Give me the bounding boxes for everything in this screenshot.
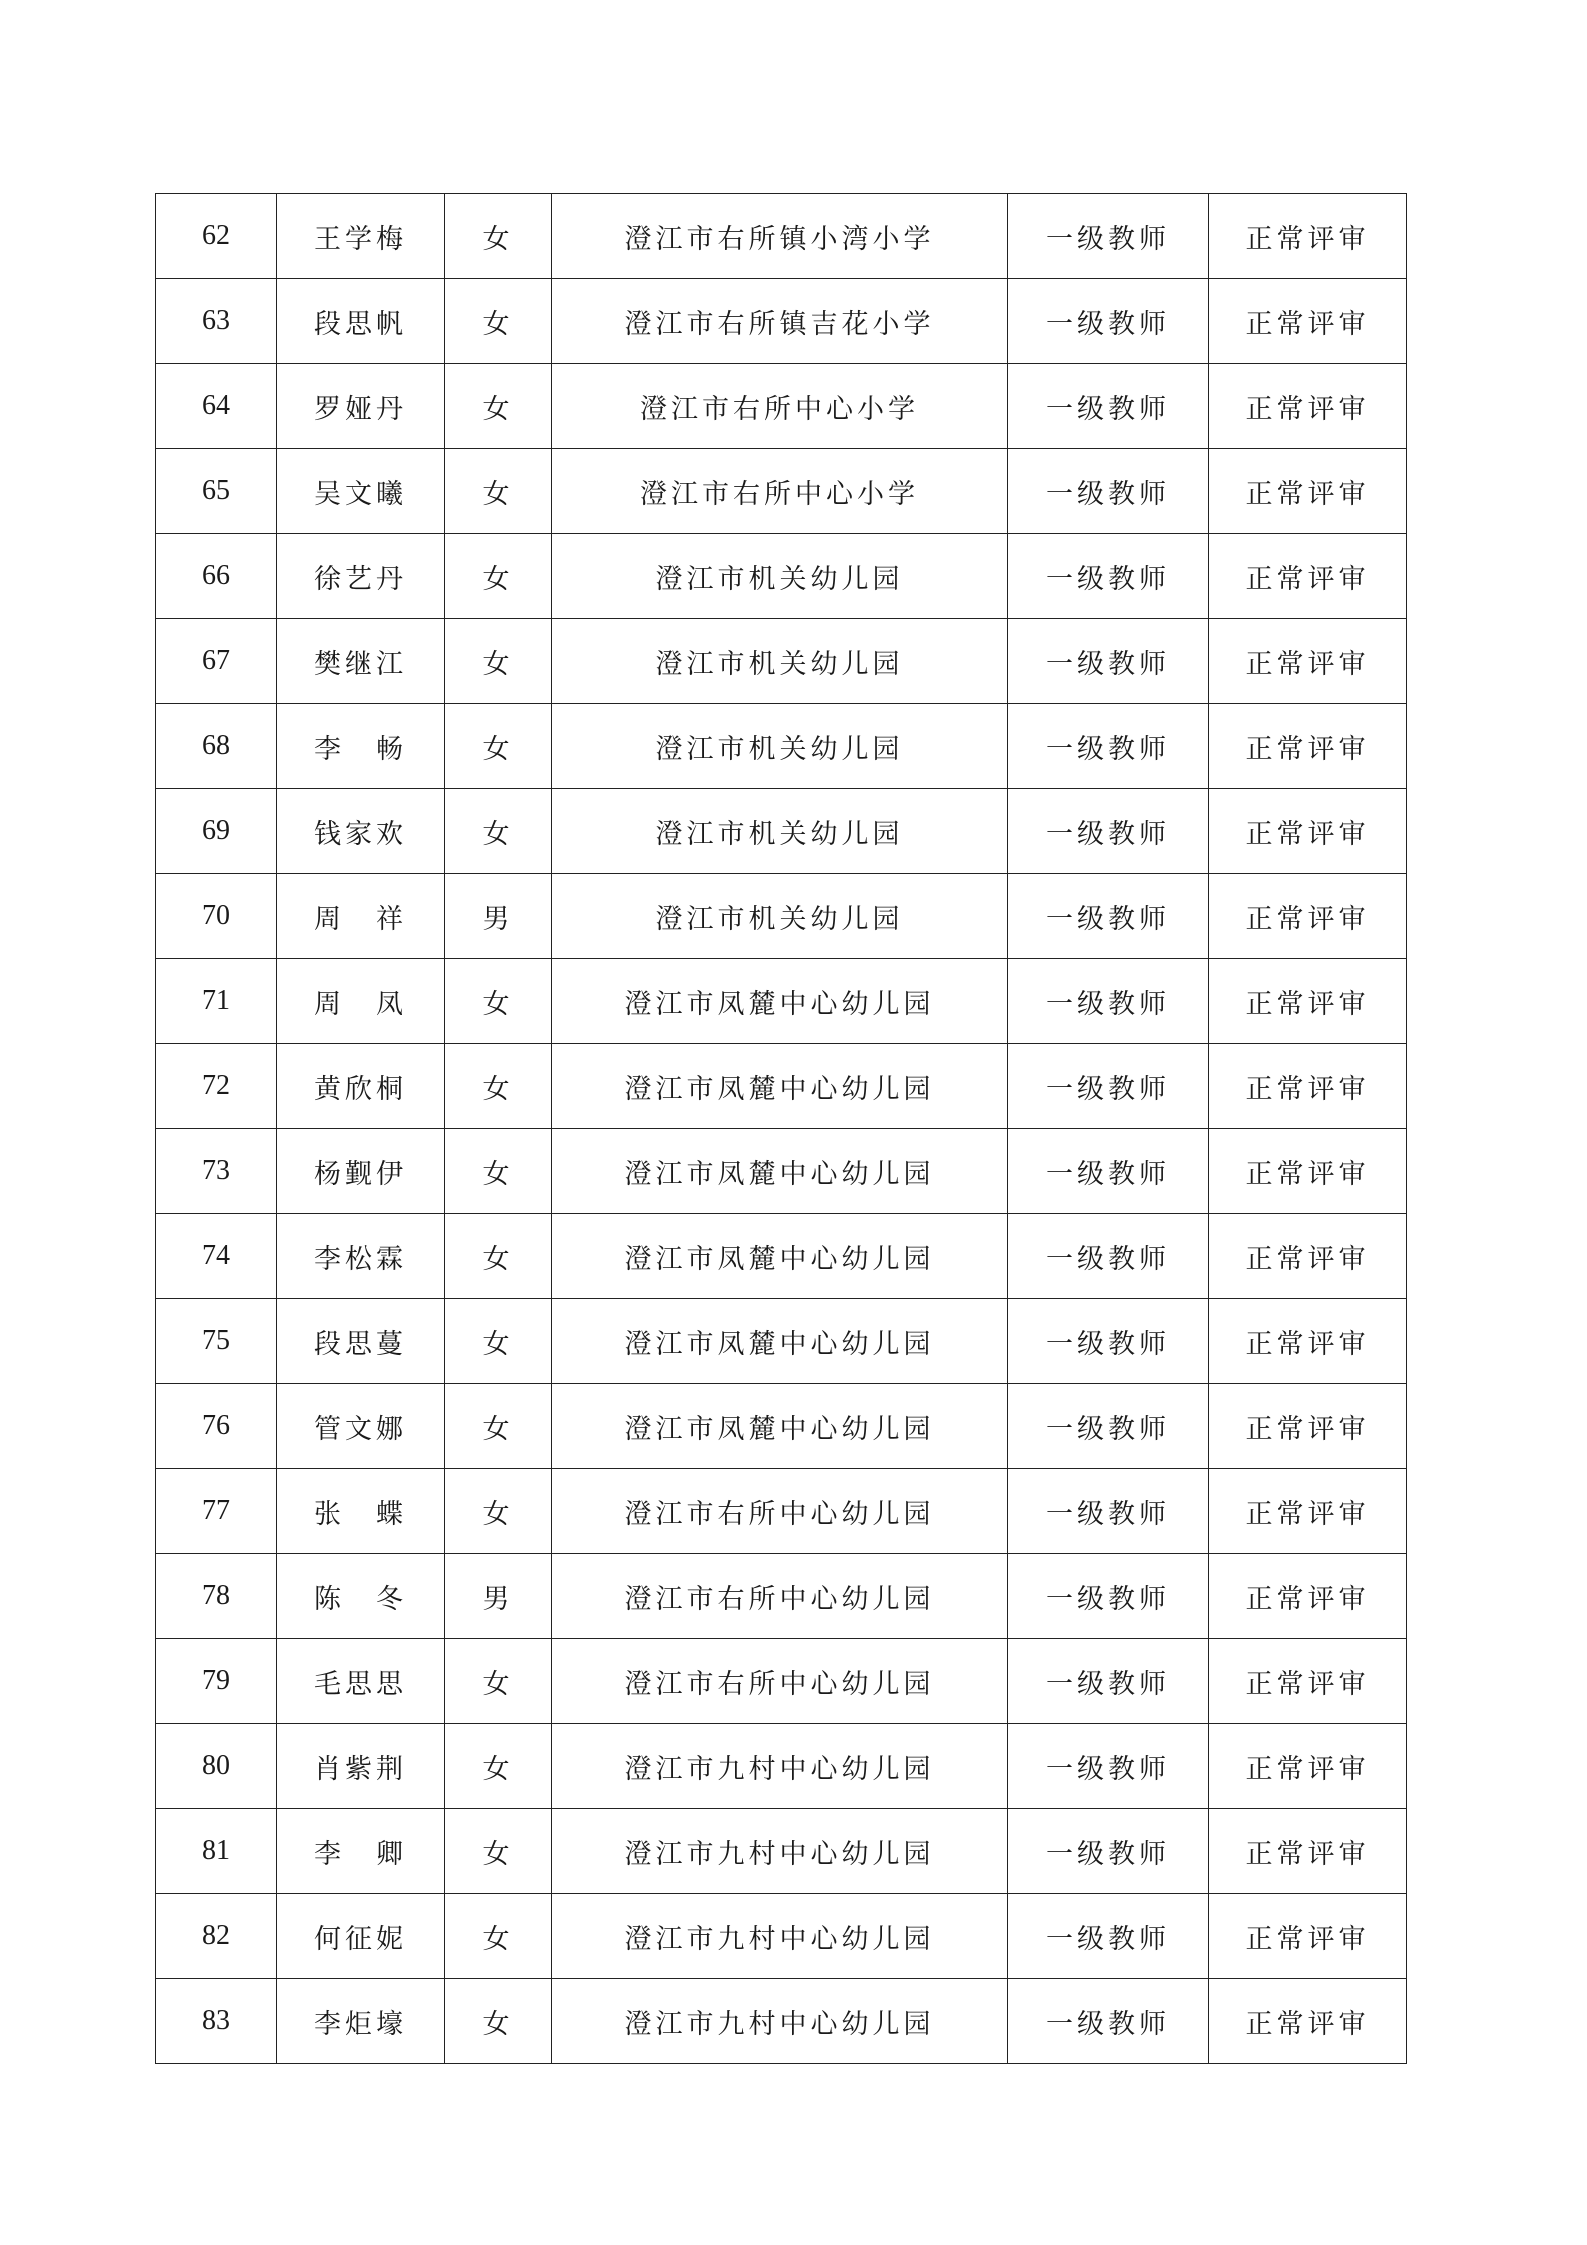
title-cell: 一级教师 [1008, 1554, 1209, 1639]
school-cell: 澄江市凤麓中心幼儿园 [552, 959, 1008, 1044]
title-cell: 一级教师 [1008, 619, 1209, 704]
review-status-cell: 正常评审 [1209, 1214, 1407, 1299]
gender-cell: 女 [445, 1979, 552, 2064]
roster-body [156, 194, 1407, 2064]
title-cell: 一级教师 [1008, 534, 1209, 619]
row-number-cell: 77 [156, 1469, 277, 1554]
school-cell: 澄江市凤麓中心幼儿园 [552, 1299, 1008, 1384]
row-number-cell: 63 [156, 279, 277, 364]
name-cell: 李炬壕 [277, 1979, 445, 2064]
title-cell: 一级教师 [1008, 279, 1209, 364]
gender-cell: 女 [445, 1214, 552, 1299]
table-row [156, 279, 1407, 364]
name-cell: 肖紫荆 [277, 1724, 445, 1809]
row-number-cell: 68 [156, 704, 277, 789]
row-number-cell: 75 [156, 1299, 277, 1384]
school-cell: 澄江市凤麓中心幼儿园 [552, 1129, 1008, 1214]
row-number-cell: 67 [156, 619, 277, 704]
table-row [156, 364, 1407, 449]
review-status-cell: 正常评审 [1209, 1724, 1407, 1809]
gender-cell: 女 [445, 364, 552, 449]
title-cell: 一级教师 [1008, 959, 1209, 1044]
table-row [156, 1129, 1407, 1214]
school-cell: 澄江市右所镇吉花小学 [552, 279, 1008, 364]
title-cell: 一级教师 [1008, 1214, 1209, 1299]
table-row [156, 619, 1407, 704]
school-cell: 澄江市九村中心幼儿园 [552, 1724, 1008, 1809]
review-status-cell: 正常评审 [1209, 959, 1407, 1044]
title-cell: 一级教师 [1008, 1724, 1209, 1809]
school-cell: 澄江市右所中心幼儿园 [552, 1469, 1008, 1554]
school-cell: 澄江市机关幼儿园 [552, 789, 1008, 874]
table-row [156, 1469, 1407, 1554]
table-row [156, 194, 1407, 279]
gender-cell: 男 [445, 1554, 552, 1639]
name-cell: 段思蔓 [277, 1299, 445, 1384]
table-row [156, 789, 1407, 874]
title-cell: 一级教师 [1008, 1469, 1209, 1554]
school-cell: 澄江市九村中心幼儿园 [552, 1809, 1008, 1894]
table-row [156, 1044, 1407, 1129]
gender-cell: 女 [445, 1639, 552, 1724]
gender-cell: 女 [445, 1469, 552, 1554]
row-number-cell: 62 [156, 194, 277, 279]
row-number-cell: 76 [156, 1384, 277, 1469]
title-cell: 一级教师 [1008, 1384, 1209, 1469]
row-number-cell: 79 [156, 1639, 277, 1724]
review-status-cell: 正常评审 [1209, 1129, 1407, 1214]
gender-cell: 女 [445, 1724, 552, 1809]
row-number-cell: 72 [156, 1044, 277, 1129]
row-number-cell: 65 [156, 449, 277, 534]
title-cell: 一级教师 [1008, 1299, 1209, 1384]
row-number-cell: 83 [156, 1979, 277, 2064]
gender-cell: 女 [445, 1384, 552, 1469]
row-number-cell: 64 [156, 364, 277, 449]
title-cell: 一级教师 [1008, 1044, 1209, 1129]
review-status-cell: 正常评审 [1209, 619, 1407, 704]
name-cell: 陈 冬 [277, 1554, 445, 1639]
row-number-cell: 71 [156, 959, 277, 1044]
review-status-cell: 正常评审 [1209, 449, 1407, 534]
table-row [156, 1809, 1407, 1894]
table-row [156, 1724, 1407, 1809]
title-cell: 一级教师 [1008, 1979, 1209, 2064]
table-row [156, 449, 1407, 534]
school-cell: 澄江市机关幼儿园 [552, 704, 1008, 789]
school-cell: 澄江市凤麓中心幼儿园 [552, 1384, 1008, 1469]
title-cell: 一级教师 [1008, 1809, 1209, 1894]
title-cell: 一级教师 [1008, 1894, 1209, 1979]
review-status-cell: 正常评审 [1209, 1044, 1407, 1129]
name-cell: 毛思思 [277, 1639, 445, 1724]
title-cell: 一级教师 [1008, 874, 1209, 959]
gender-cell: 女 [445, 1809, 552, 1894]
school-cell: 澄江市机关幼儿园 [552, 874, 1008, 959]
school-cell: 澄江市凤麓中心幼儿园 [552, 1044, 1008, 1129]
review-status-cell: 正常评审 [1209, 1554, 1407, 1639]
table-row [156, 1384, 1407, 1469]
review-status-cell: 正常评审 [1209, 1469, 1407, 1554]
gender-cell: 女 [445, 1894, 552, 1979]
school-cell: 澄江市机关幼儿园 [552, 534, 1008, 619]
school-cell: 澄江市右所中心幼儿园 [552, 1639, 1008, 1724]
title-cell: 一级教师 [1008, 449, 1209, 534]
name-cell: 管文娜 [277, 1384, 445, 1469]
table-row [156, 874, 1407, 959]
name-cell: 周 凤 [277, 959, 445, 1044]
name-cell: 李松霖 [277, 1214, 445, 1299]
name-cell: 周 祥 [277, 874, 445, 959]
review-status-cell: 正常评审 [1209, 1894, 1407, 1979]
gender-cell: 女 [445, 959, 552, 1044]
gender-cell: 女 [445, 619, 552, 704]
gender-cell: 女 [445, 279, 552, 364]
row-number-cell: 81 [156, 1809, 277, 1894]
gender-cell: 女 [445, 449, 552, 534]
table-row [156, 1639, 1407, 1724]
title-cell: 一级教师 [1008, 789, 1209, 874]
row-number-cell: 82 [156, 1894, 277, 1979]
title-cell: 一级教师 [1008, 194, 1209, 279]
review-status-cell: 正常评审 [1209, 1384, 1407, 1469]
table-row [156, 534, 1407, 619]
review-status-cell: 正常评审 [1209, 874, 1407, 959]
review-status-cell: 正常评审 [1209, 279, 1407, 364]
school-cell: 澄江市九村中心幼儿园 [552, 1979, 1008, 2064]
title-cell: 一级教师 [1008, 704, 1209, 789]
name-cell: 李 卿 [277, 1809, 445, 1894]
table-row [156, 1299, 1407, 1384]
review-status-cell: 正常评审 [1209, 789, 1407, 874]
gender-cell: 女 [445, 1044, 552, 1129]
school-cell: 澄江市右所镇小湾小学 [552, 194, 1008, 279]
name-cell: 徐艺丹 [277, 534, 445, 619]
review-status-cell: 正常评审 [1209, 534, 1407, 619]
school-cell: 澄江市九村中心幼儿园 [552, 1894, 1008, 1979]
row-number-cell: 66 [156, 534, 277, 619]
review-status-cell: 正常评审 [1209, 364, 1407, 449]
table-row [156, 959, 1407, 1044]
name-cell: 吴文曦 [277, 449, 445, 534]
name-cell: 李 畅 [277, 704, 445, 789]
gender-cell: 女 [445, 194, 552, 279]
gender-cell: 女 [445, 789, 552, 874]
gender-cell: 男 [445, 874, 552, 959]
row-number-cell: 73 [156, 1129, 277, 1214]
review-status-cell: 正常评审 [1209, 1979, 1407, 2064]
gender-cell: 女 [445, 534, 552, 619]
title-cell: 一级教师 [1008, 1639, 1209, 1724]
name-cell: 张 蝶 [277, 1469, 445, 1554]
table-row [156, 1214, 1407, 1299]
row-number-cell: 74 [156, 1214, 277, 1299]
table-row [156, 1979, 1407, 2064]
name-cell: 黄欣桐 [277, 1044, 445, 1129]
review-status-cell: 正常评审 [1209, 1639, 1407, 1724]
gender-cell: 女 [445, 1299, 552, 1384]
name-cell: 罗娅丹 [277, 364, 445, 449]
teacher-roster-table [155, 193, 1407, 2064]
row-number-cell: 80 [156, 1724, 277, 1809]
name-cell: 钱家欢 [277, 789, 445, 874]
school-cell: 澄江市右所中心幼儿园 [552, 1554, 1008, 1639]
title-cell: 一级教师 [1008, 1129, 1209, 1214]
name-cell: 杨觐伊 [277, 1129, 445, 1214]
row-number-cell: 69 [156, 789, 277, 874]
title-cell: 一级教师 [1008, 364, 1209, 449]
school-cell: 澄江市机关幼儿园 [552, 619, 1008, 704]
row-number-cell: 78 [156, 1554, 277, 1639]
gender-cell: 女 [445, 704, 552, 789]
name-cell: 王学梅 [277, 194, 445, 279]
school-cell: 澄江市凤麓中心幼儿园 [552, 1214, 1008, 1299]
table-row [156, 704, 1407, 789]
gender-cell: 女 [445, 1129, 552, 1214]
name-cell: 樊继江 [277, 619, 445, 704]
review-status-cell: 正常评审 [1209, 704, 1407, 789]
row-number-cell: 70 [156, 874, 277, 959]
school-cell: 澄江市右所中心小学 [552, 364, 1008, 449]
name-cell: 何征妮 [277, 1894, 445, 1979]
name-cell: 段思帆 [277, 279, 445, 364]
table-row [156, 1554, 1407, 1639]
review-status-cell: 正常评审 [1209, 194, 1407, 279]
review-status-cell: 正常评审 [1209, 1299, 1407, 1384]
school-cell: 澄江市右所中心小学 [552, 449, 1008, 534]
review-status-cell: 正常评审 [1209, 1809, 1407, 1894]
table-row [156, 1894, 1407, 1979]
